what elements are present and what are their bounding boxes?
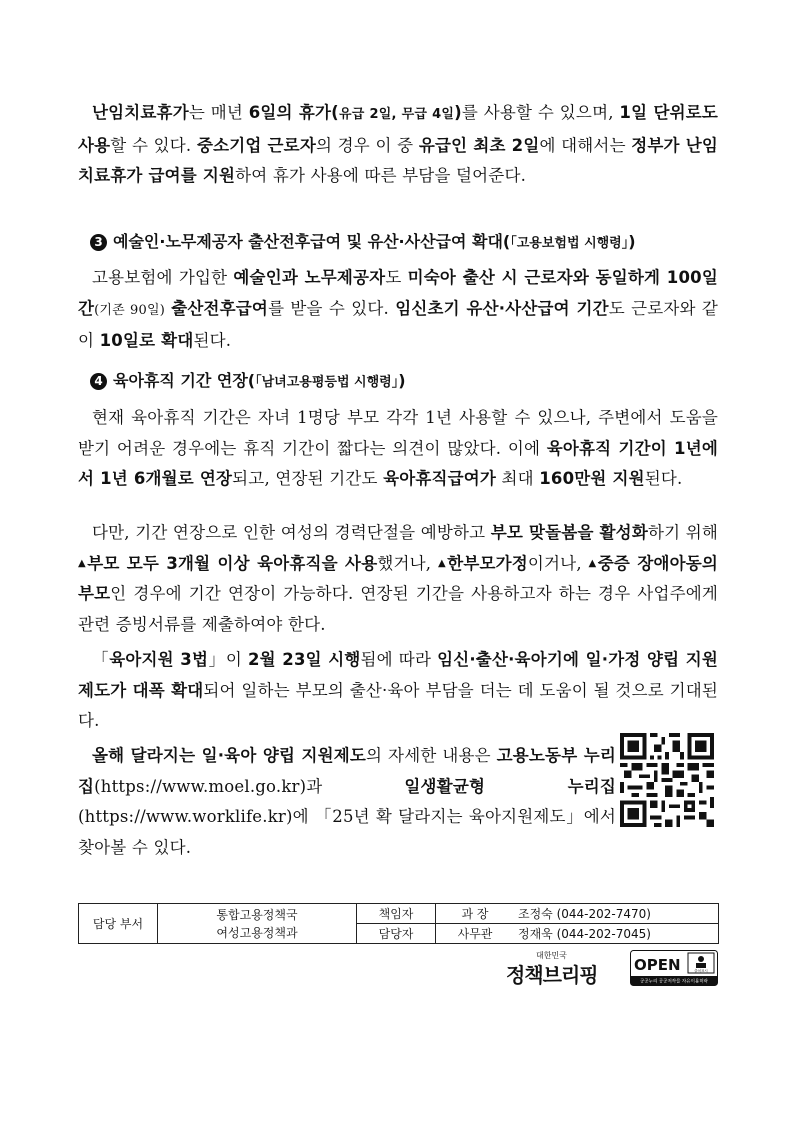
text: 하기 위해 xyxy=(647,523,718,542)
emph: 160만원 지원 xyxy=(539,469,645,488)
text: 됨에 따라 xyxy=(360,650,438,669)
heading-title: 예술인·노무제공자 출산전후급여 및 유산·사산급여 확대( xyxy=(113,232,511,251)
emph-small: 유급 2일, 무급 4일 xyxy=(338,107,455,122)
emph: 한부모가정 xyxy=(447,553,528,573)
dept-name: 여성고용정책과 xyxy=(216,925,298,940)
heading-title: 육아휴직 기간 연장( xyxy=(113,371,256,390)
law-reference: 「남녀고용평등법 시행령」 xyxy=(255,375,399,390)
person-icon xyxy=(698,956,704,962)
text: 이거나, xyxy=(527,553,589,573)
section-heading-3 xyxy=(90,231,636,255)
role-label: 담당자 xyxy=(357,924,436,944)
text: 도 xyxy=(385,268,408,287)
text: ) xyxy=(398,371,406,390)
emph: 중소기업 근로자 xyxy=(196,135,316,155)
contact-person: 조정숙 (044-202-7470) xyxy=(514,904,719,924)
emph: 임신초기 유산·사산급여 기간 xyxy=(395,298,609,318)
text: 된다. xyxy=(644,469,683,488)
link-worklife[interactable]: 일생활균형 누리집 xyxy=(404,776,617,796)
text: (https://www.worklife.kr)에 「25년 확 달라지는 육아지원제도」에서 찾아볼 수 있다. xyxy=(78,807,616,857)
logo-subtext: 대한민국 xyxy=(536,951,567,960)
link-moel[interactable]: 고용노동부 누리집 xyxy=(78,746,616,796)
open-text: OPEN xyxy=(634,956,681,974)
policy-briefing-logo xyxy=(506,950,624,988)
paragraph-three-laws xyxy=(78,645,718,737)
emph: 부모 맞돌봄을 활성화 xyxy=(490,523,648,542)
emph: 올해 달라지는 일·육아 양립 지원제도 xyxy=(92,746,367,765)
text: 현재 육아휴직 기간은 자녀 1명당 부모 각각 1년 사용할 수 있으나, 주변에서 도움을 받기 어려운 경우에는 휴직 기간이 짧다는 의견이 많았다. 이에 xyxy=(78,408,718,458)
emph: 출산전후급여 xyxy=(171,298,269,318)
text: (https://www.moel.go.kr)과 xyxy=(94,776,405,796)
logo-text: 정책브리핑 xyxy=(506,963,598,987)
text: 의 자세한 내용은 xyxy=(366,746,497,765)
text: 를 사용할 수 있으며, xyxy=(461,103,620,122)
emph: 중증 장애아동의 부모 xyxy=(78,553,719,603)
text: 되어 일하는 부모의 출산·육아 부담을 더는 데 도움이 될 것으로 기대된다. xyxy=(78,680,718,730)
paragraph-more-info xyxy=(78,741,616,863)
emph: 부모 모두 3개월 이상 육아휴직을 사용 xyxy=(87,553,378,573)
emph: 임신·출산·육아기에 일·가정 양립 지원제도가 대폭 확대 xyxy=(78,650,718,700)
text: 하여 휴가 사용에 따른 부담을 덜어준다. xyxy=(235,166,527,185)
text: 다만, 기간 연장으로 인한 여성의 경력단절을 예방하고 xyxy=(92,523,491,542)
text: 고용보험에 가입한 xyxy=(92,268,234,287)
text: 된다. xyxy=(193,331,232,350)
text: 를 받을 수 있다. xyxy=(268,298,396,318)
circled-number-4-icon: 4 xyxy=(90,373,107,390)
dept-name: 통합고용정책국 xyxy=(216,907,298,922)
emph: 정부가 난임치료휴가 급여를 지원 xyxy=(78,135,719,185)
text: 」이 xyxy=(208,650,248,669)
emph: 미숙아 출산 시 근로자와 동일하게 100일간 xyxy=(78,268,718,318)
text: ) xyxy=(628,232,636,251)
emph: 1일 단위로도 사용 xyxy=(78,103,718,155)
law-reference: 「고용보험법 시행령」 xyxy=(510,236,629,251)
paragraph-artist-benefit xyxy=(78,263,718,357)
emph: ) xyxy=(454,103,462,122)
text: 인 경우에 기간 연장이 가능하다. 연장된 기간을 사용하고자 하는 경우 사업주에게 관련 증빙서류를 제출하여야 한다. xyxy=(78,584,718,634)
note: (기존 90일) xyxy=(94,302,165,318)
text: 할 수 있다. xyxy=(110,135,197,155)
text: 최대 xyxy=(496,469,540,488)
job-title: 과 장 xyxy=(436,904,515,924)
paragraph-parental-leave xyxy=(78,403,718,495)
table-row xyxy=(79,904,719,924)
triangle-bullet-icon: ▲ xyxy=(78,557,88,569)
role-label: 책임자 xyxy=(357,904,436,924)
emph: 2월 23일 시행 xyxy=(247,650,361,669)
text: 의 경우 이 중 xyxy=(315,135,419,155)
emph: 육아지원 3법 xyxy=(109,650,209,669)
kogl-open-logo xyxy=(630,950,718,986)
triangle-bullet-icon: ▲ xyxy=(437,557,448,569)
emph: 10일로 확대 xyxy=(99,331,194,350)
dept-label: 담당 부서 xyxy=(79,904,158,944)
text: 도 근로자와 같이 xyxy=(78,298,719,350)
text: 「 xyxy=(92,650,110,669)
triangle-bullet-icon: ▲ xyxy=(588,557,598,569)
paragraph-infertility-leave xyxy=(78,98,718,192)
circled-number-3-icon: 3 xyxy=(90,234,107,251)
section-heading-4 xyxy=(90,370,406,394)
paragraph-extension-conditions xyxy=(78,518,718,640)
emph: 유급인 최초 2일 xyxy=(418,135,540,155)
qr-code-icon[interactable] xyxy=(620,733,714,827)
license-type: 출처표시 xyxy=(694,969,708,973)
contact-person: 정재욱 (044-202-7045) xyxy=(514,924,719,944)
text: 되고, 연장된 기간도 xyxy=(232,469,384,488)
text: 했거나, xyxy=(377,553,438,573)
license-text: 공공누리 공공저작물 자유이용허락 xyxy=(639,979,709,985)
text: 에 대해서는 xyxy=(539,135,632,155)
emph: 육아휴직 기간이 1년에서 1년 6개월로 연장 xyxy=(78,438,718,488)
emph: 6일의 휴가( xyxy=(248,103,339,122)
term-infertility-leave: 난임치료휴가 xyxy=(92,103,189,122)
text: 는 매년 xyxy=(188,103,249,122)
dept-names xyxy=(158,904,357,944)
contact-table xyxy=(78,903,719,944)
emph: 육아휴직급여가 xyxy=(383,469,497,488)
emph: 예술인과 노무제공자 xyxy=(233,268,386,287)
job-title: 사무관 xyxy=(436,924,515,944)
